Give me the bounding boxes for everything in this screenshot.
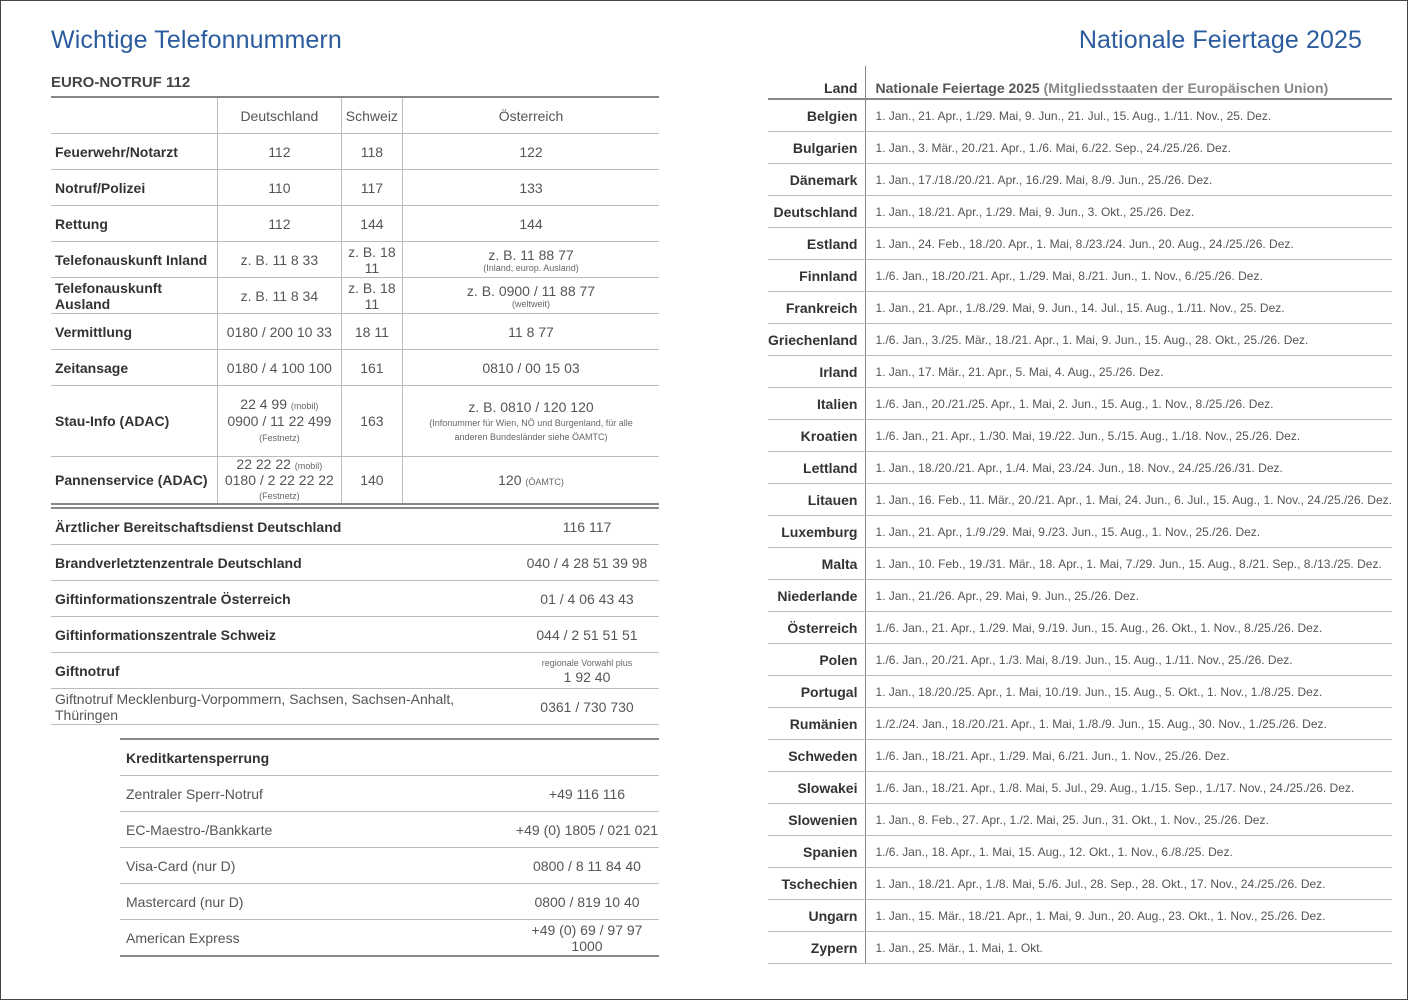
country-name: Malta: [768, 548, 866, 580]
header-title: Nationale Feiertage 2025: [875, 80, 1040, 96]
table-row: [120, 884, 659, 920]
cell-ch: z. B. 18 11: [341, 242, 402, 278]
cell-at: 144: [403, 206, 659, 242]
landline-number: 0180 / 2 22 22 22: [224, 472, 334, 488]
table-row: [768, 580, 1392, 612]
cell-at: [403, 242, 659, 278]
holiday-dates: 1. Jan., 18./20./25. Apr., 1. Mai, 10./19. Jun., 15. Aug., 5. Okt., 1. Nov., 1./8./25. Dez.: [866, 676, 1392, 708]
table-row: [768, 708, 1392, 740]
column-header-de: Deutschland: [218, 97, 342, 134]
country-name: Schweden: [768, 740, 866, 772]
holiday-dates: 1./6. Jan., 20./21./25. Apr., 1. Mai, 2. Jun., 15. Aug., 1. Nov., 8./25./26. Dez.: [866, 388, 1392, 420]
cell-note: (Inland, europ. Ausland): [483, 262, 579, 273]
right-page-title: Nationale Feiertage 2025: [1078, 26, 1362, 54]
holiday-dates: 1./6. Jan., 21. Apr., 1./29. Mai, 9./19. Jun., 15. Aug., 26. Okt., 1. Nov., 8./25./26. Dez.: [866, 612, 1392, 644]
table-row: [768, 388, 1392, 420]
holiday-dates: 1./6. Jan., 18./21. Apr., 1./29. Mai, 6./21. Jun., 1. Nov., 25./26. Dez.: [866, 740, 1392, 772]
column-header-at: Österreich: [403, 97, 659, 134]
holiday-dates: 1./6. Jan., 18./20./21. Apr., 1./29. Mai, 8./21. Jun., 1. Nov., 6./25./26. Dez.: [866, 260, 1392, 292]
table-row: [768, 420, 1392, 452]
mobile-number: 22 4 99: [240, 395, 288, 412]
cell-de: z. B. 11 8 34: [218, 278, 342, 314]
cell-value: z. B. 0900 / 11 88 77: [466, 282, 596, 299]
holiday-dates: 1. Jan., 21. Apr., 1./9./29. Mai, 9./23. Jun., 15. Aug., 1. Nov., 25./26. Dez.: [866, 516, 1392, 548]
row-label: Telefonauskunft Ausland: [51, 278, 218, 314]
cell-de: 112: [218, 206, 342, 242]
cell-note: (weltweit): [512, 298, 551, 309]
table-row: [768, 324, 1392, 356]
table-row: [768, 516, 1392, 548]
service-number: 0361 / 730 730: [515, 689, 659, 725]
card-number: 0800 / 819 10 40: [515, 884, 659, 920]
left-page-title: Wichtige Telefonnummern: [51, 26, 342, 54]
holiday-dates: 1. Jan., 17./18./20./21. Apr., 16./29. Mai, 8./9. Jun., 25./26. Dez.: [866, 164, 1392, 196]
table-row: [768, 836, 1392, 868]
country-name: Frankreich: [768, 292, 866, 324]
table-row: [768, 260, 1392, 292]
holiday-dates: 1./6. Jan., 18. Apr., 1. Mai, 15. Aug., 12. Okt., 1. Nov., 6./8./25. Dez.: [866, 836, 1392, 868]
service-number: 1 92 40: [563, 668, 611, 685]
cell-de: 0180 / 200 10 33: [218, 314, 342, 350]
card-number: +49 116 116: [515, 776, 659, 812]
euro-notruf-heading: EURO-NOTRUF 112: [51, 74, 191, 91]
cell-de: [218, 386, 342, 457]
row-label: Notruf/Polizei: [51, 170, 218, 206]
holiday-dates: 1. Jan., 18./21. Apr., 1./29. Mai, 9. Jun., 3. Okt., 25./26. Dez.: [866, 196, 1392, 228]
table-row: [768, 99, 1392, 132]
table-header-row: [51, 97, 659, 134]
emergency-table: [51, 96, 659, 505]
cell-de: z. B. 11 8 33: [218, 242, 342, 278]
cell-note: (Infonummer für Wien, NÖ und Burgenland, für alle anderen Bundesländer siehe ÖAMTC): [429, 418, 633, 442]
cell-ch: 117: [341, 170, 402, 206]
country-name: Lettland: [768, 452, 866, 484]
country-name: Slowenien: [768, 804, 866, 836]
header-note: (Mitgliedsstaaten der Europäischen Union): [1043, 80, 1329, 96]
table-row: [51, 350, 659, 386]
service-label: Giftinformationszentrale Österreich: [51, 581, 515, 617]
cell-ch: 163: [341, 386, 402, 457]
table-row: [120, 920, 659, 957]
holiday-dates: 1. Jan., 17. Mär., 21. Apr., 5. Mai, 4. Aug., 25./26. Dez.: [866, 356, 1392, 388]
table-header-row: [768, 66, 1392, 99]
table-row: [120, 776, 659, 812]
cell-value: 120: [498, 472, 522, 488]
holiday-dates: 1./6. Jan., 18./21. Apr., 1./8. Mai, 5. Jul., 29. Aug., 1./15. Sep., 1./17. Nov., 24./25./26. Dez.: [866, 772, 1392, 804]
country-name: Deutschland: [768, 196, 866, 228]
cell-de: 112: [218, 134, 342, 170]
service-label: Giftinformationszentrale Schweiz: [51, 617, 515, 653]
table-row: [51, 134, 659, 170]
holiday-dates: 1. Jan., 25. Mär., 1. Mai, 1. Okt.: [866, 932, 1392, 964]
table-row: [768, 356, 1392, 388]
table-row: [768, 164, 1392, 196]
table-row: [768, 228, 1392, 260]
table-row-panne: [51, 457, 659, 505]
table-row: [768, 452, 1392, 484]
country-name: Griechenland: [768, 324, 866, 356]
holiday-dates: 1. Jan., 3. Mär., 20./21. Apr., 1./6. Mai, 6./22. Sep., 24./25./26. Dez.: [866, 132, 1392, 164]
card-label: American Express: [120, 920, 515, 957]
row-label: Pannenservice (ADAC): [51, 457, 218, 505]
card-number: +49 (0) 69 / 97 97 1000: [515, 920, 659, 957]
service-number: 044 / 2 51 51 51: [515, 617, 659, 653]
country-name: Slowakei: [768, 772, 866, 804]
service-number: 116 117: [515, 508, 659, 545]
service-label: Ärztlicher Bereitschaftsdienst Deutschland: [51, 508, 515, 545]
table-row: [51, 617, 659, 653]
holiday-dates: 1. Jan., 10. Feb., 19./31. Mär., 18. Apr., 1. Mai, 7./29. Jun., 15. Aug., 8./21. Sep., 8./13./25. Dez.: [866, 548, 1392, 580]
table-row: [768, 132, 1392, 164]
holidays-table: [768, 66, 1392, 964]
cell-ch: 144: [341, 206, 402, 242]
country-name: Irland: [768, 356, 866, 388]
cell-de: 0180 / 4 100 100: [218, 350, 342, 386]
table-row: [768, 484, 1392, 516]
table-row: [768, 644, 1392, 676]
cell-de: 110: [218, 170, 342, 206]
table-row: [768, 772, 1392, 804]
holiday-dates: 1. Jan., 16. Feb., 11. Mär., 20./21. Apr., 1. Mai, 24. Jun., 6. Jul., 15. Aug., 1. Nov., 24./25./26. Dez.: [866, 484, 1392, 516]
row-label: Stau-Info (ADAC): [51, 386, 218, 457]
table-row: [51, 242, 659, 278]
service-label: Giftnotruf Mecklenburg-Vorpommern, Sachsen, Sachsen-Anhalt, Thüringen: [51, 689, 515, 725]
mobile-note: (mobil): [290, 400, 319, 411]
cell-ch: 140: [341, 457, 402, 505]
credit-card-table: [120, 738, 659, 957]
card-label: EC-Maestro-/Bankkarte: [120, 812, 515, 848]
cell-at: 0810 / 00 15 03: [403, 350, 659, 386]
service-number: 01 / 4 06 43 43: [515, 581, 659, 617]
country-name: Österreich: [768, 612, 866, 644]
table-row: [51, 314, 659, 350]
country-name: Estland: [768, 228, 866, 260]
cell-at: 11 8 77: [403, 314, 659, 350]
column-header-land: Land: [768, 66, 866, 99]
cell-at: [403, 457, 659, 505]
row-label: Telefonauskunft Inland: [51, 242, 218, 278]
table-row: [768, 900, 1392, 932]
cell-at: 122: [403, 134, 659, 170]
table-row: [768, 196, 1392, 228]
country-name: Ungarn: [768, 900, 866, 932]
column-header-ch: Schweiz: [341, 97, 402, 134]
cell-ch: 18 11: [341, 314, 402, 350]
table-row: [51, 545, 659, 581]
country-name: Dänemark: [768, 164, 866, 196]
table-row: [768, 804, 1392, 836]
service-label: Brandverletztenzentrale Deutschland: [51, 545, 515, 581]
credit-card-heading: Kreditkartensperrung: [120, 739, 659, 776]
card-number: 0800 / 8 11 84 40: [515, 848, 659, 884]
table-row: [51, 508, 659, 545]
holiday-dates: 1. Jan., 8. Feb., 27. Apr., 1./2. Mai, 25. Jun., 31. Okt., 1. Nov., 25./26. Dez.: [866, 804, 1392, 836]
cell-ch: 161: [341, 350, 402, 386]
holiday-dates: 1. Jan., 15. Mär., 18./21. Apr., 1. Mai, 9. Jun., 20. Aug., 23. Okt., 1. Nov., 25./26. Dez.: [866, 900, 1392, 932]
holiday-rows: [768, 99, 1392, 964]
country-name: Spanien: [768, 836, 866, 868]
country-name: Bulgarien: [768, 132, 866, 164]
card-number: +49 (0) 1805 / 021 021: [515, 812, 659, 848]
table-header-empty: [51, 97, 218, 134]
table-row: [120, 848, 659, 884]
cell-de: [218, 457, 342, 505]
country-name: Finnland: [768, 260, 866, 292]
cell-ch: 118: [341, 134, 402, 170]
card-label: Mastercard (nur D): [120, 884, 515, 920]
row-label: Feuerwehr/Notarzt: [51, 134, 218, 170]
mobile-note: (mobil): [294, 461, 323, 471]
table-row: [768, 868, 1392, 900]
row-label: Zeitansage: [51, 350, 218, 386]
table-row: [51, 278, 659, 314]
landline-number: 0900 / 11 22 499: [227, 412, 332, 429]
country-name: Kroatien: [768, 420, 866, 452]
table-row: [768, 740, 1392, 772]
holiday-dates: 1./6. Jan., 21. Apr., 1./30. Mai, 19./22. Jun., 5./15. Aug., 1./18. Nov., 25./26. Dez.: [866, 420, 1392, 452]
table-row: [768, 548, 1392, 580]
services-table: [51, 507, 659, 725]
service-note: regionale Vorwahl plus: [541, 657, 633, 668]
holiday-dates: 1. Jan., 18./20./21. Apr., 1./4. Mai, 23./24. Jun., 18. Nov., 24./25./26./31. Dez.: [866, 452, 1392, 484]
mobile-number: 22 22 22: [236, 456, 291, 472]
cell-at: [403, 278, 659, 314]
holiday-dates: 1./2./24. Jan., 18./20./21. Apr., 1. Mai, 1./8./9. Jun., 15. Aug., 30. Nov., 1./25./26. Dez.: [866, 708, 1392, 740]
cell-at: 133: [403, 170, 659, 206]
table-header-row: [120, 739, 659, 776]
table-row-stau: [51, 386, 659, 457]
table-row: [51, 170, 659, 206]
row-label: Rettung: [51, 206, 218, 242]
service-number-cell: [515, 653, 659, 689]
country-name: Polen: [768, 644, 866, 676]
landline-note: (Festnetz): [259, 432, 300, 443]
holiday-dates: 1./6. Jan., 20./21. Apr., 1./3. Mai, 8./19. Jun., 15. Aug., 1./11. Nov., 25./26. Dez.: [866, 644, 1392, 676]
country-name: Zypern: [768, 932, 866, 964]
country-name: Niederlande: [768, 580, 866, 612]
holiday-dates: 1. Jan., 21. Apr., 1./8./29. Mai, 9. Jun., 14. Jul., 15. Aug., 1./11. Nov., 25. Dez.: [866, 292, 1392, 324]
cell-value: z. B. 11 88 77: [488, 246, 574, 263]
column-header-dates: [866, 66, 1392, 99]
country-name: Tschechien: [768, 868, 866, 900]
card-label: Visa-Card (nur D): [120, 848, 515, 884]
table-row: [51, 581, 659, 617]
holiday-dates: 1. Jan., 24. Feb., 18./20. Apr., 1. Mai, 8./23./24. Jun., 20. Aug., 24./25./26. Dez.: [866, 228, 1392, 260]
table-row: [51, 653, 659, 689]
table-row: [768, 292, 1392, 324]
holiday-dates: 1./6. Jan., 3./25. Mär., 18./21. Apr., 1. Mai, 9. Jun., 15. Aug., 28. Okt., 25./26. Dez.: [866, 324, 1392, 356]
country-name: Luxemburg: [768, 516, 866, 548]
cell-note: (ÖAMTC): [525, 477, 564, 487]
table-row: [51, 689, 659, 725]
cell-ch: z. B. 18 11: [341, 278, 402, 314]
table-row: [768, 932, 1392, 964]
table-row: [768, 612, 1392, 644]
cell-at: [403, 386, 659, 457]
holiday-dates: 1. Jan., 18./21. Apr., 1./8. Mai, 5./6. Jul., 28. Sep., 28. Okt., 17. Nov., 24./25./26. Dez.: [866, 868, 1392, 900]
landline-note: (Festnetz): [259, 491, 300, 501]
table-row: [768, 676, 1392, 708]
holiday-dates: 1. Jan., 21. Apr., 1./29. Mai, 9. Jun., 21. Jul., 15. Aug., 1./11. Nov., 25. Dez.: [866, 99, 1392, 132]
country-name: Portugal: [768, 676, 866, 708]
country-name: Litauen: [768, 484, 866, 516]
country-name: Rumänien: [768, 708, 866, 740]
holiday-dates: 1. Jan., 21./26. Apr., 29. Mai, 9. Jun., 25./26. Dez.: [866, 580, 1392, 612]
table-row: [51, 206, 659, 242]
service-label: Giftnotruf: [51, 653, 515, 689]
cell-value: z. B. 0810 / 120 120: [468, 399, 594, 415]
card-label: Zentraler Sperr-Notruf: [120, 776, 515, 812]
country-name: Italien: [768, 388, 866, 420]
table-row: [120, 812, 659, 848]
service-number: 040 / 4 28 51 39 98: [515, 545, 659, 581]
country-name: Belgien: [768, 99, 866, 132]
row-label: Vermittlung: [51, 314, 218, 350]
